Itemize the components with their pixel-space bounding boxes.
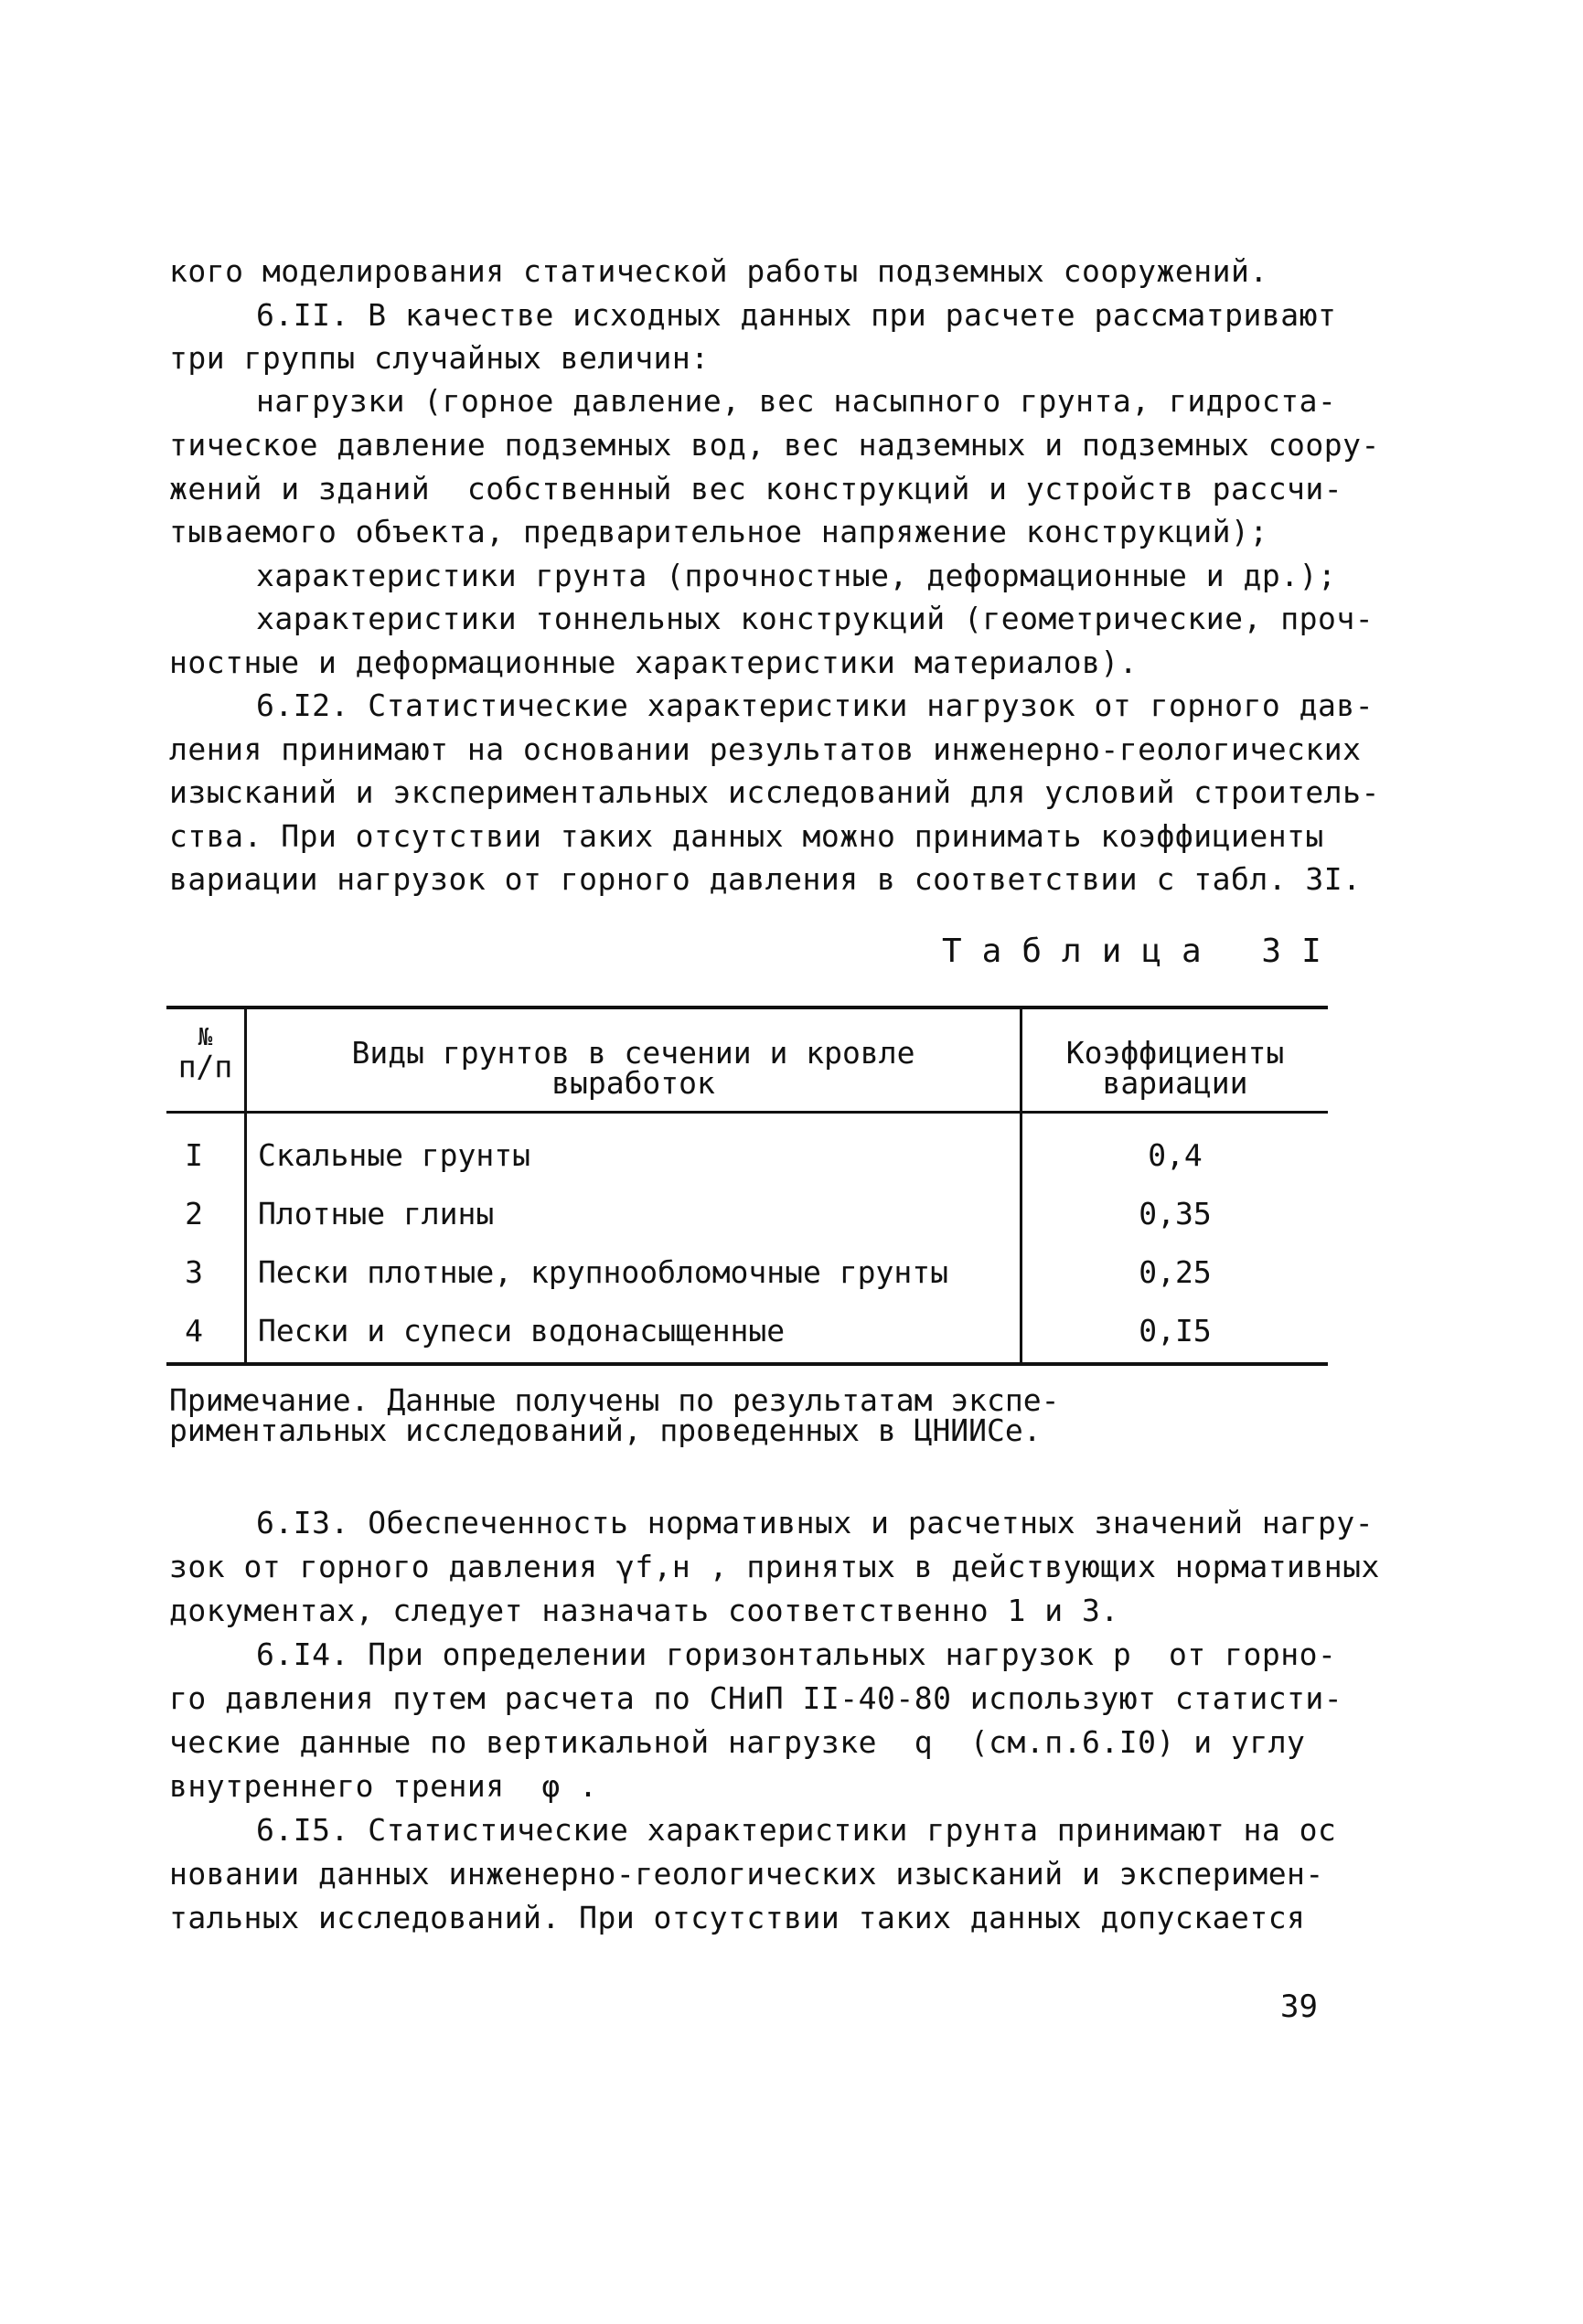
table-row-num: I (185, 1137, 203, 1173)
text-line: 6.I4. При определении горизонтальных нагрузок p от горно- (256, 1636, 1337, 1672)
table-row-type: Плотные глины (258, 1196, 495, 1231)
table-row-type: Пески и супеси водонасыщенные (258, 1313, 786, 1349)
table-top-rule (166, 1006, 1328, 1009)
text-line: новании данных инженерно-геологических изысканий и эксперимен- (169, 1856, 1324, 1892)
page-number: 39 (1280, 1988, 1318, 2025)
table-row-coef: 0,25 (1139, 1254, 1212, 1290)
text-line: характеристики тоннельных конструкций (геометрические, проч- (256, 601, 1374, 636)
table-row-num: 4 (185, 1313, 203, 1349)
table-row-num: 2 (185, 1196, 203, 1231)
table-row-num: 3 (185, 1254, 203, 1290)
text-line: изысканий и экспериментальных исследований для условий строитель- (169, 774, 1380, 810)
text-line: характеристики грунта (прочностные, деформационные и др.); (256, 558, 1337, 593)
text-line: ления принимают на основании результатов инженерно-геологических (169, 731, 1362, 767)
text-line: кого моделирования статической работы подземных сооружений. (169, 253, 1268, 289)
table-note-cont: риментальных исследований, проведенных в ЦНИИСе. (169, 1413, 1042, 1448)
table-note: Примечание. Данные получены по результатам экспе- (169, 1382, 1060, 1418)
table-row-type: Пески плотные, крупнообломочные грунты (258, 1254, 948, 1290)
text-line: ческие данные по вертикальной нагрузке q (см.п.6.I0) и углу (169, 1724, 1306, 1760)
text-line: тическое давление подземных вод, вес надземных и подземных соору- (169, 427, 1380, 463)
table-bottom-rule (166, 1362, 1328, 1366)
header-num: п/п (177, 1049, 233, 1084)
text-line: го давления путем расчета по СНиП II-40-80 используют статисти- (169, 1680, 1343, 1716)
text-line: 6.II. В качестве исходных данных при расчете рассматривают (256, 297, 1337, 333)
table-row-coef: 0,4 (1148, 1137, 1203, 1173)
text-line: тываемого объекта, предварительное напряжение конструкций); (169, 514, 1268, 549)
text-line: внутреннего трения φ . (169, 1768, 598, 1804)
table-row-coef: 0,35 (1139, 1196, 1212, 1231)
text-line: тальных исследований. При отсутствии таких данных допускается (169, 1900, 1306, 1935)
table-header-rule (166, 1111, 1328, 1114)
header-coefficient-cont: вариации (1102, 1065, 1248, 1101)
table-row-type: Скальные грунты (258, 1137, 531, 1173)
table-caption: Таблица 3I (942, 933, 1342, 970)
text-line: документах, следует назначать соответственно 1 и 3. (169, 1593, 1119, 1628)
table-row-coef: 0,I5 (1139, 1313, 1212, 1349)
text-line: 6.I3. Обеспеченность нормативных и расчетных значений нагру- (256, 1505, 1374, 1540)
text-line: 6.I5. Статистические характеристики грунта принимают на ос (256, 1812, 1337, 1848)
text-line: три группы случайных величин: (169, 340, 710, 376)
text-line: вариации нагрузок от горного давления в соответствии с табл. 3I. (169, 861, 1362, 897)
header-soil-type: Виды грунтов в сечении и кровле (351, 1035, 915, 1071)
text-line: 6.I2. Статистические характеристики нагрузок от горного дав- (256, 688, 1374, 723)
header-soil-type-cont: выработок (551, 1065, 715, 1101)
header-coefficient: Коэффициенты (1065, 1035, 1285, 1071)
text-line: нагрузки (горное давление, вес насыпного грунта, гидроста- (256, 383, 1337, 419)
header-num-symbol: № (198, 1024, 213, 1051)
text-line: зок от горного давления γf,н , принятых в действующих нормативных (169, 1549, 1380, 1584)
text-line: жений и зданий собственный вес конструкций и устройств рассчи- (169, 471, 1343, 506)
text-line: ства. При отсутствии таких данных можно принимать коэффициенты (169, 818, 1324, 854)
text-line: ностные и деформационные характеристики материалов). (169, 645, 1139, 680)
